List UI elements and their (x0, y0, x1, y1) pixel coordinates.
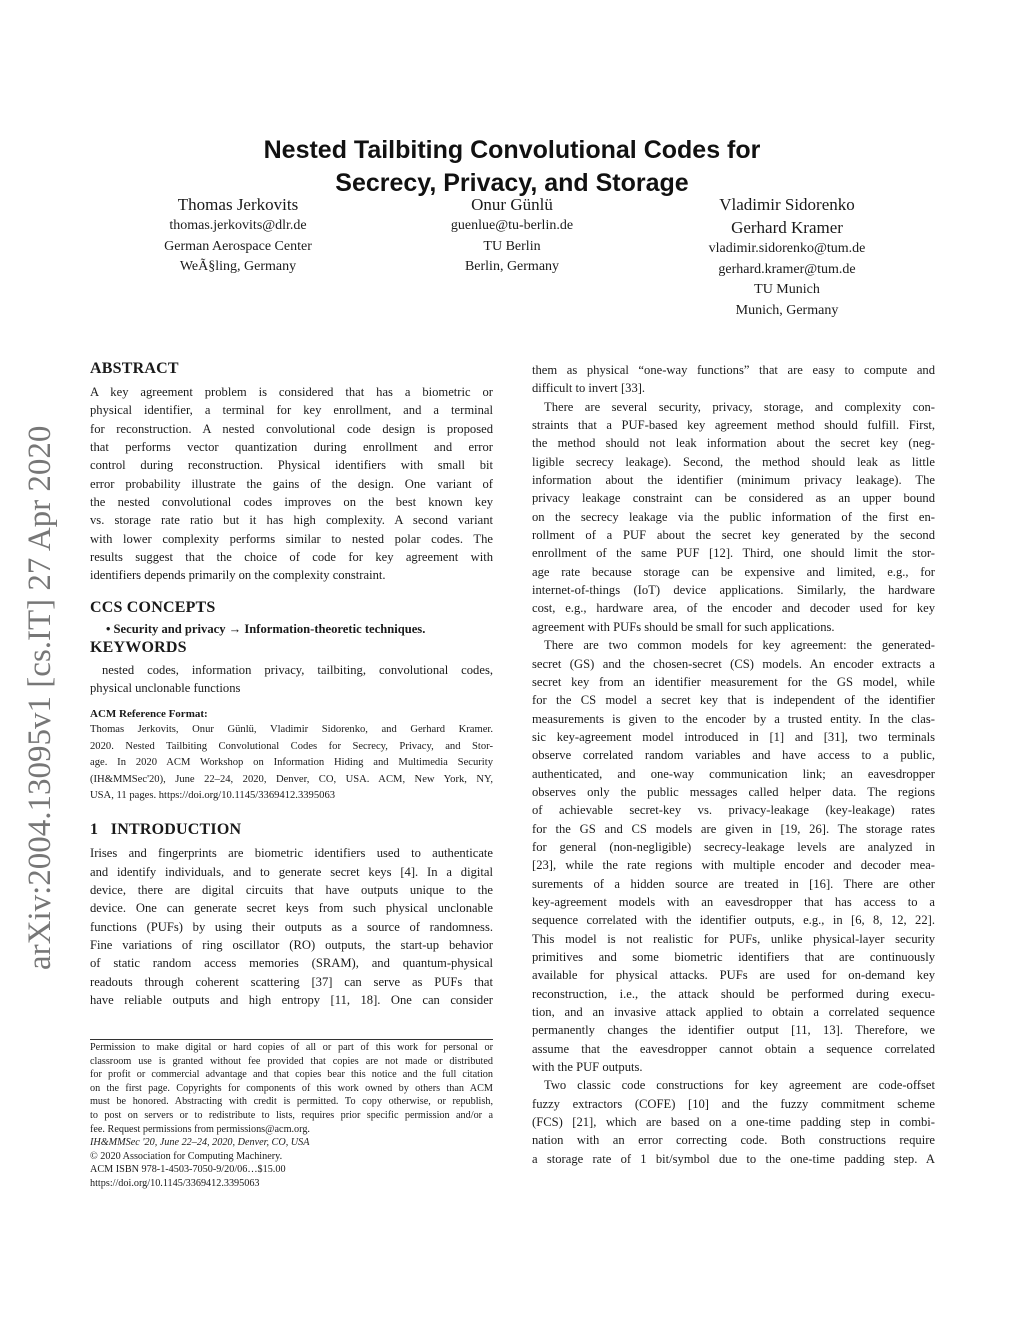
text-line: identifiers depends primarily on the complexity constraint. (90, 568, 386, 583)
paragraph (532, 398, 935, 636)
right-column (532, 361, 935, 1168)
text-line: for the GS and CS models are given in [19, 26]. The storage rates (532, 821, 935, 836)
text-line: for reconstruction. A nested convolutional code design is proposed (90, 421, 493, 436)
text-line: sic key-agreement model introduced in [1] and [31], two terminals (532, 729, 935, 744)
text-line: control during reconstruction. Physical identifiers with small bit (90, 458, 493, 473)
author-3-4: Vladimir Sidorenko Gerhard Kramer vladimir.sidorenko@tum.de gerhard.kramer@tum.de TU Munich Munich, Germany (708, 195, 866, 318)
text-line: There are two common models for key agreement: the generated- (544, 638, 935, 653)
text-line: internet-of-things (IoT) device applications. Similarly, the hardware (532, 583, 935, 598)
copyright: © 2020 Association for Computing Machinery. (90, 1150, 283, 1162)
text-line: measurements is given to the encoder by a trusted entity. In the clas- (532, 711, 935, 726)
text-line: with the PUF outputs. (532, 1060, 643, 1075)
text-line: privacy leakage constraint can be considered as an upper bound (532, 491, 935, 506)
text-line: have reliable outputs and high entropy [11, 18]. One can consider (90, 993, 493, 1008)
paragraph (532, 1076, 935, 1168)
text-line: on the first page. Copyrights for components of this work owned by others than ACM (90, 1082, 493, 1094)
text-line: Irises and fingerprints are biometric identifiers used to authenticate (90, 846, 493, 861)
text-line: results suggest that the choice of code for key agreement with (90, 550, 493, 565)
text-line: sequence correlated with the identifier outputs, e.g., in [6, 8, 12, 22]. (532, 913, 935, 928)
author-2: Onur Günlü guenlue@tu-berlin.de TU Berlin Berlin, Germany (450, 195, 574, 274)
text-line: information about the identifier (minimum privacy leakage). The (532, 473, 935, 488)
permission-footnote (90, 1041, 493, 1191)
text-line: cost, e.g., hardware area, of the encoder and decoder used for key (532, 601, 935, 616)
text-line: physical identifier, a terminal for key enrollment, and a terminal (90, 403, 493, 418)
ccs-item: • Security and privacy → Information-theoretic techniques. (106, 621, 426, 636)
text-line: device, there are digital circuits that have outputs unique to the (90, 883, 493, 898)
text-line: age rate because storage can be expensive and limited, e.g., for (532, 564, 935, 579)
text-line: functions (PUFs) by using their outputs as a source of randomness. (90, 919, 493, 934)
text-line: Thomas Jerkovits, Onur Günlü, Vladimir Sidorenko, and Gerhard Kramer. (90, 724, 493, 736)
text-line: for the CS model a secret key that is independent of the identifier (532, 693, 935, 708)
text-line: fee. Request permissions from permissions@acm.org. (90, 1123, 310, 1135)
text-line: for profit or commercial advantage and that copies bear this notice and the full citation (90, 1069, 493, 1081)
text-line: for general (non-negligible) secrecy-leakage levels are analyzed in (532, 839, 935, 854)
footnote-divider (90, 1039, 493, 1040)
text-line: classroom use is granted without fee provided that copies are not made or distributed (90, 1055, 493, 1067)
text-line: must be honored. Abstracting with credit is permitted. To copy otherwise, or republish, (90, 1096, 493, 1108)
text-line: error probability illustrate the gains of the design. One variant of (90, 476, 493, 491)
text-line: readouts through coherent scattering [37] can serve as PUFs that (90, 974, 493, 989)
keywords-body (90, 661, 493, 698)
ccs-heading: CCS CONCEPTS (90, 598, 216, 616)
text-line: a storage rate of 1 bit/symbol due to the one-time padding step. A (532, 1151, 935, 1166)
text-line: Permission to make digital or hard copies of all or part of this work for personal or (90, 1042, 493, 1053)
text-line: and identify individuals, and to generate secret keys [4]. In a digital (90, 864, 493, 879)
text-line: agreement with PUFs should be small for such applications. (532, 619, 835, 634)
text-line: that performs vector quantization during enrollment and error (90, 440, 493, 455)
text-line: nested codes, information privacy, tailbiting, convolutional codes, (102, 662, 493, 677)
text-line: on the secrecy leakage via the public information of the first en- (532, 509, 935, 524)
text-line: surements of a hidden source are treated in [16]. There are other (532, 876, 935, 891)
introduction-body (90, 844, 493, 1009)
text-line: (FCS) [21], which are based on a one-time padding step in combi- (532, 1115, 935, 1130)
text-line: of static random access memories (SRAM), and quantum-physical (90, 956, 493, 971)
reference-body (90, 722, 493, 804)
paragraph (532, 636, 935, 1076)
text-line: secret key from an identifier measurement for the GS model, while (532, 674, 935, 689)
text-line: rollment of a PUF about the secret key generated by the second (532, 528, 935, 543)
text-line: the nested convolutional codes improves on the best known key (90, 495, 493, 510)
text-line: assume that the eavesdropper cannot obtain a sequence correlated (532, 1041, 935, 1056)
text-line: available for physical attacks. PUFs are used for on-demand key (532, 968, 935, 983)
isbn: ACM ISBN 978-1-4503-7050-9/20/06…$15.00 (90, 1164, 286, 1176)
author-1: Thomas Jerkovits thomas.jerkovits@dlr.de German Aerospace Center WeÃ§ling, Germany (164, 195, 312, 274)
text-line: observe correlated random variables and have access to a public, (532, 748, 935, 763)
venue: IH&MMSec '20, June 22–24, 2020, Denver, CO, USA (90, 1137, 310, 1149)
text-line: age. In 2020 ACM Workshop on Information Hiding and Multimedia Security (90, 757, 493, 769)
paper-title: Nested Tailbiting Convolutional Codes for Secrecy, Privacy, and Storage (263, 136, 761, 197)
text-line: of achievable secret-key vs. privacy-leakage (key-leakage) rates (532, 803, 935, 818)
text-line: reconstruction, i.e., the attack should be performed during execu- (532, 986, 935, 1001)
text-line: with lower complexity performs similar to nested polar codes. The (90, 531, 493, 546)
text-line: tion, and an invasive attack applied to obtain a correlated sequence (532, 1005, 935, 1020)
text-line: permanently changes the identifier output [11, 13]. Therefore, we (532, 1023, 935, 1038)
text-line: key-agreement models with an eavesdropper that has access to a (532, 894, 935, 909)
text-line: authenticated, and one-way communication link; an eavesdropper (532, 766, 935, 781)
text-line: (IH&MMSec'20), June 22–24, 2020, Denver, CO, USA. ACM, New York, NY, (90, 773, 493, 785)
text-line: ligible secrecy leakage). Second, the method should leak as little (532, 454, 935, 469)
text-line: secret (GS) and the chosen-secret (CS) models. An encoder extracts a (532, 656, 935, 671)
abstract-heading: ABSTRACT (90, 360, 179, 377)
text-line: Fine variations of ring oscillator (RO) outputs, the start-up behavior (90, 938, 493, 953)
reference-heading: ACM Reference Format: (90, 708, 208, 721)
introduction-heading: 1 INTRODUCTION (90, 821, 242, 839)
text-line: primitives and some biometric identifiers that are continuously (532, 950, 935, 964)
paragraph (532, 361, 935, 398)
text-line: vs. storage rate ratio but it has high complexity. A second variant (90, 513, 493, 528)
left-column (90, 359, 493, 1010)
text-line: observes only the public messages called helper data. The regions (532, 784, 935, 799)
text-line: nation with an error correcting code. Both constructions require (532, 1133, 935, 1148)
arxiv-identifier: arXiv:2004.13095v1 [cs.IT] 27 Apr 2020 (22, 425, 58, 970)
text-line: 2020. Nested Tailbiting Convolutional Codes for Secrecy, Privacy, and Stor- (90, 740, 493, 752)
text-line: [23], while the rate regions with multiple encoder and decoder mea- (532, 858, 935, 873)
text-line: This model is not realistic for PUFs, unlike physical-layer security (532, 931, 935, 946)
text-line: Two classic code constructions for key agreement are code-offset (544, 1078, 935, 1093)
text-line: difficult to invert [33]. (532, 381, 646, 396)
text-line: physical unclonable functions (90, 681, 241, 696)
text-line: There are several security, privacy, storage, and complexity con- (544, 399, 935, 414)
text-line: enrollment of the same PUF [12]. Third, one should limit the stor- (532, 546, 935, 561)
text-line: fuzzy extractors (COFE) [10] and the fuzzy commitment scheme (532, 1096, 935, 1111)
text-line: A key agreement problem is considered that has a biometric or (90, 385, 493, 399)
doi-link[interactable]: https://doi.org/10.1145/3369412.3395063 (90, 1177, 260, 1189)
keywords-heading: KEYWORDS (90, 638, 187, 656)
text-line: the method should not leak information about the secret key (neg- (532, 436, 935, 451)
text-line: to post on servers or to redistribute to lists, requires prior specific permission and/or a (90, 1109, 493, 1121)
text-line: them as physical “one-way functions” that are easy to compute and (532, 363, 935, 377)
abstract-body (90, 383, 493, 585)
text-line: straints that a PUF-based key agreement method should fulfill. First, (532, 418, 935, 433)
text-line: device. One can generate secret keys from such physical unclonable (90, 901, 493, 916)
text-line: USA, 11 pages. https://doi.org/10.1145/3369412.3395063 (90, 790, 336, 802)
